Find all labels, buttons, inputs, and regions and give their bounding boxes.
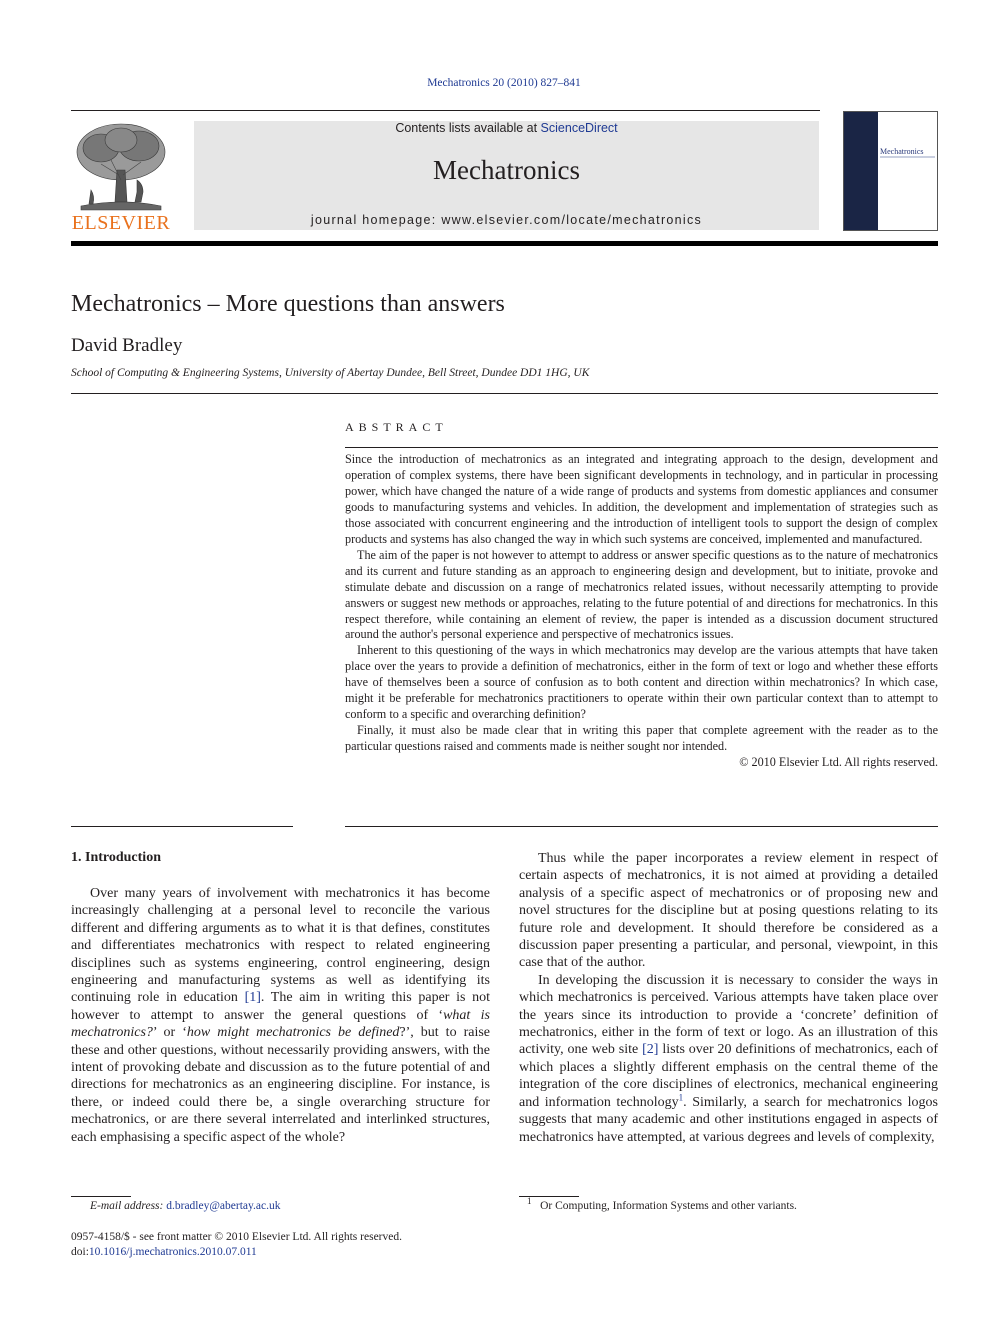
footnote-rule	[71, 1196, 131, 1197]
section-heading: 1. Introduction	[71, 850, 161, 865]
left-divider	[71, 826, 293, 827]
abstract-body	[345, 452, 938, 771]
body-paragraph: Thus while the paper incorporates a review element in respect of certain aspects of mechatronics, it is not aimed at providing a detailed analysis of a specific aspect of mechatronics or of proposing new and novel structures for the discipline but at posing questions relating to its future role and development. It should therefore be considered as a discussion paper presenting a particular, and personal, viewpoint, in this case that of the author.	[519, 851, 938, 971]
doi-link[interactable]: 10.1016/j.mechatronics.2010.07.011	[88, 1246, 257, 1258]
homepage-link[interactable]: www.elsevier.com/locate/mechatronics	[441, 213, 703, 227]
cover-strip	[844, 112, 878, 230]
cover-title: Mechatronics	[880, 147, 924, 156]
article-author: David Bradley	[71, 335, 183, 356]
issn-doi-block	[71, 1230, 402, 1260]
issn-line: 0957-4158/$ - see front matter © 2010 Elsevier Ltd. All rights reserved.	[71, 1231, 402, 1243]
abstract-paragraph: Finally, it must also be made clear that in writing this paper that complete agreement with the reader as to the particular questions raised and comments made is neither sought nor intended.	[345, 723, 938, 754]
author-affiliation: School of Computing & Engineering Systems, University of Abertay Dundee, Bell Street, Dundee DD1 1HG, UK	[71, 367, 590, 379]
footnote-1: $^1$ Or Computing, Information Systems and other variants.	[527, 1196, 797, 1212]
journal-citation[interactable]: Mechatronics 20 (2010) 827–841	[427, 77, 581, 89]
journal-homepage: journal homepage: www.elsevier.com/locate/mechatronics	[310, 213, 703, 227]
sciencedirect-link[interactable]: ScienceDirect	[540, 121, 618, 135]
body-column-left	[71, 885, 490, 1146]
header-rule	[71, 110, 820, 111]
right-divider	[345, 826, 938, 827]
abstract-copyright: © 2010 Elsevier Ltd. All rights reserved.	[739, 755, 938, 770]
cover-subtitle-line	[880, 156, 935, 158]
reference-link-1[interactable]: [1]	[244, 990, 261, 1006]
reference-link-2[interactable]: [2]	[642, 1042, 659, 1058]
email-link[interactable]: d.bradley@abertay.ac.uk	[166, 1200, 281, 1212]
abstract-paragraph: Since the introduction of mechatronics as an integrated and integrating approach to the design, development and operation of complex systems, there have been significant developments in technology, and in particular in processing power, which have changed the nature of a wide range of products and systems from domestic appliances and consumer goods to manufacturing systems and vehicles. In addition, the development and implementation of strategies such as those associated with concurrent engineering and the introduction of intelligent tools to support the design of complex products and systems has also changed the way in which such systems are conceived, implemented and manufactured.	[345, 452, 938, 546]
author-email: E-mail address: d.bradley@abertay.ac.uk	[90, 1200, 281, 1212]
article-title: Mechatronics – More questions than answers	[71, 291, 505, 317]
body-paragraph: In developing the discussion it is necessary to consider the ways in which mechatronics is perceived. Various attempts have taken place over the years since its introduction to provide a ‘concrete’ definition of mechatronics, either in the form of text or logo. As an illustration of this activity, one web site [2] lists over 20 definitions of mechatronics, each of which places a slightly different emphasis on the central theme of the integration of the core disciplines of electronics, mechanical engineering and information technology$^1$. Similarly, a search for mechatronics logos suggests that many academic and other institutions engaged in aspects of mechatronics have attempted, at various degrees and levels of complexity,	[519, 972, 938, 1145]
abstract-rule	[345, 447, 938, 448]
elsevier-wordmark: ELSEVIER	[71, 212, 171, 234]
abstract-paragraph: Inherent to this questioning of the ways in which mechatronics may develop are the various attempts that have taken place over the years to provide a definition of mechatronics, either in the form of text or logo and whether these efforts have of themselves been a source of confusion as to both content and direction within mechatronics? In which case, might it be preferable for mechatronics practitioners to operate within their own particular context than to attempt to conform to a specific and overarching definition?	[345, 643, 938, 722]
abstract-paragraph: The aim of the paper is not however to attempt to address or answer specific questions as to the nature of mechatronics and its current and future standing as an approach to engineering design and development, but to initiate, provoke and stimulate debate and discussion on a range of mechatronics related issues, without necessarily attempting to provide answers or suggest new methods or approaches, relating to the future potential of and directions for mechatronics. In this respect therefore, while containing an element of review, the paper is intended as a discussion document structured around the author's personal experience and perspective of mechatronics issues.	[345, 547, 938, 642]
body-paragraph: Over many years of involvement with mechatronics it has become increasingly challenging at a personal level to reconcile the various different and differing arguments as to what it is that defines, constitutes and differentiates mechatronics with respect to related engineering disciplines such as systems engineering, control engineering, design engineering and manufacturing systems as well as identifying its continuing role in education [1]. The aim in writing this paper is not however to attempt to answer the general questions of ‘what is mechatronics?’ or ‘how might mechatronics be defined?’, but to raise these and other questions, without necessarily providing answers, with the intent of provoking debate and discussion as to the future potential of and directions for mechatronics as an engineering discipline. For instance, is there, or indeed could there be, a single overarching structure for mechatronics, or are there several interrelated and interlinked structures, each emphasising a specific aspect of the whole?	[71, 886, 490, 1145]
journal-title: Mechatronics	[433, 155, 580, 185]
affiliation-rule	[71, 393, 938, 394]
journal-cover-thumbnail[interactable]	[843, 111, 938, 231]
footnote-link[interactable]: 1	[678, 1092, 684, 1103]
header-thick-rule	[71, 241, 938, 246]
body-column-right	[519, 850, 938, 1146]
doi-line: doi:10.1016/j.mechatronics.2010.07.011	[71, 1246, 257, 1258]
contents-line: Contents lists available at ScienceDirect	[395, 121, 618, 135]
abstract-heading: ABSTRACT	[345, 420, 448, 434]
